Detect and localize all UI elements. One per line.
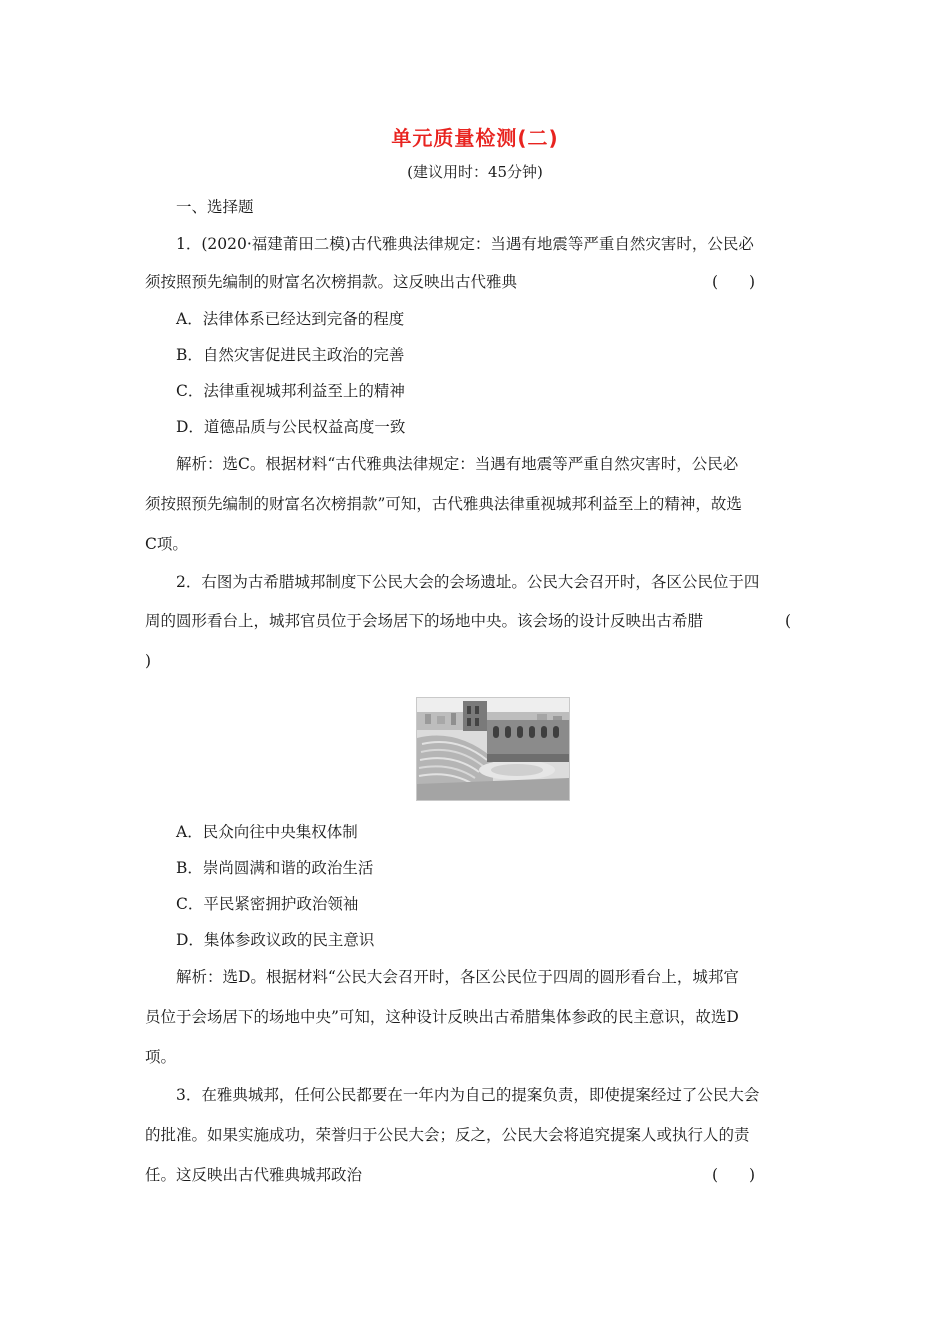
section-heading: 一、选择题 bbox=[176, 198, 254, 216]
q2-analysis-line-3: 项。 bbox=[145, 1048, 177, 1066]
q2-option-a: A．民众向往中央集权体制 bbox=[176, 823, 358, 841]
q3-stem-line-3: 任。这反映出古代雅典城邦政治 bbox=[145, 1166, 363, 1184]
ancient-theater-photo bbox=[416, 697, 570, 801]
q2-answer-blank-close: ) bbox=[145, 652, 152, 670]
q1-option-d: D．道德品质与公民权益高度一致 bbox=[176, 418, 406, 436]
suggested-time: (建议用时：45分钟) bbox=[407, 163, 543, 181]
page-title: 单元质量检测(二) bbox=[391, 126, 559, 150]
q1-analysis-line-3: C项。 bbox=[145, 535, 188, 553]
q3-answer-blank: ( ) bbox=[712, 1166, 756, 1184]
q2-analysis-line-1: 解析：选D。根据材料“公民大会召开时，各区公民位于四周的圆形看台上，城邦官 bbox=[176, 968, 739, 986]
q1-stem-line-1: 1．(2020·福建莆田二模)古代雅典法律规定：当遇有地震等严重自然灾害时，公民必 bbox=[176, 235, 754, 253]
q2-stem-line-1: 2．右图为古希腊城邦制度下公民大会的会场遗址。公民大会召开时，各区公民位于四 bbox=[176, 573, 760, 591]
q1-option-b: B．自然灾害促进民主政治的完善 bbox=[176, 346, 405, 364]
q1-analysis-line-1: 解析：选C。根据材料“古代雅典法律规定：当遇有地震等严重自然灾害时，公民必 bbox=[176, 455, 739, 473]
q2-option-d: D．集体参政议政的民主意识 bbox=[176, 931, 375, 949]
q1-analysis-line-2: 须按照预先编制的财富名次榜捐款”可知，古代雅典法律重视城邦利益至上的精神，故选 bbox=[145, 495, 742, 513]
q2-stem-line-2: 周的圆形看台上，城邦官员位于会场居下的场地中央。该会场的设计反映出古希腊 bbox=[145, 612, 704, 630]
q3-stem-line-1: 3．在雅典城邦，任何公民都要在一年内为自己的提案负责，即使提案经过了公民大会 bbox=[176, 1086, 760, 1104]
q2-analysis-line-2: 员位于会场居下的场地中央”可知，这种设计反映出古希腊集体参政的民主意识，故选D bbox=[145, 1008, 739, 1026]
q3-stem-line-2: 的批准。如果实施成功，荣誉归于公民大会；反之，公民大会将追究提案人或执行人的责 bbox=[145, 1126, 750, 1144]
q2-option-b: B．崇尚圆满和谐的政治生活 bbox=[176, 859, 374, 877]
q1-option-c: C．法律重视城邦利益至上的精神 bbox=[176, 382, 405, 400]
q1-option-a: A．法律体系已经达到完备的程度 bbox=[176, 310, 405, 328]
q2-answer-blank-open: ( bbox=[785, 612, 792, 630]
q1-answer-blank: ( ) bbox=[712, 273, 756, 291]
q2-option-c: C．平民紧密拥护政治领袖 bbox=[176, 895, 359, 913]
q1-stem-line-2: 须按照预先编制的财富名次榜捐款。这反映出古代雅典 bbox=[145, 273, 518, 291]
